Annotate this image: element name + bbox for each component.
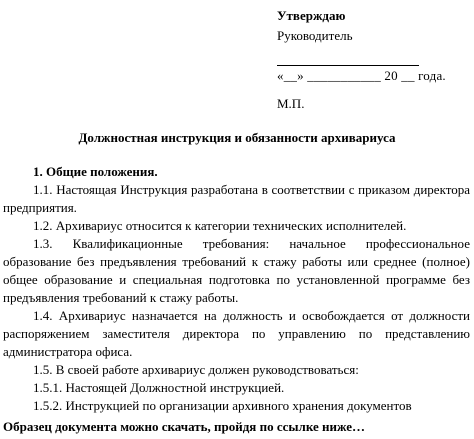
approval-role: Руководитель xyxy=(277,28,353,43)
paragraph-1-1: 1.1. Настоящая Инструкция разработана в соответствии с приказом директора предприятия. xyxy=(3,182,470,215)
document-title: Должностная инструкция и обязанности архивариуса xyxy=(78,130,396,145)
download-link[interactable]: Образец документа можно скачать, пройдя по ссылке ниже… xyxy=(3,419,366,434)
document-body xyxy=(3,163,470,415)
paragraph-1-4: 1.4. Архивариус назначается на должность и освобождается от должности распоряжением заместителя директора по управлению по представлению администратора офиса. xyxy=(3,308,470,359)
stamp-label: М.П. xyxy=(277,96,305,111)
paragraph-1-2: 1.2. Архивариус относится к категории технических исполнителей. xyxy=(33,218,407,233)
approval-block xyxy=(277,6,467,86)
signature-line xyxy=(277,46,467,66)
paragraph-1-5: 1.5. В своей работе архивариус должен руководствоваться: xyxy=(33,362,359,377)
paragraph-1-5-2: 1.5.2. Инструкцией по организации архивного хранения документов xyxy=(33,398,412,413)
paragraph-1-5-1: 1.5.1. Настоящей Должностной инструкцией. xyxy=(33,380,285,395)
paragraph-1-3: 1.3. Квалификационные требования: начальное профессиональное образование без предъявления требований к стажу работы или среднее (полное) общее образование и специальная подготовка по установленной программе без предъявления требований к стажу работы. xyxy=(3,236,470,305)
approval-date-line: «__» ___________ 20 __ года. xyxy=(277,68,446,83)
section-heading: 1. Общие положения. xyxy=(33,164,158,179)
approval-heading: Утверждаю xyxy=(277,8,346,23)
